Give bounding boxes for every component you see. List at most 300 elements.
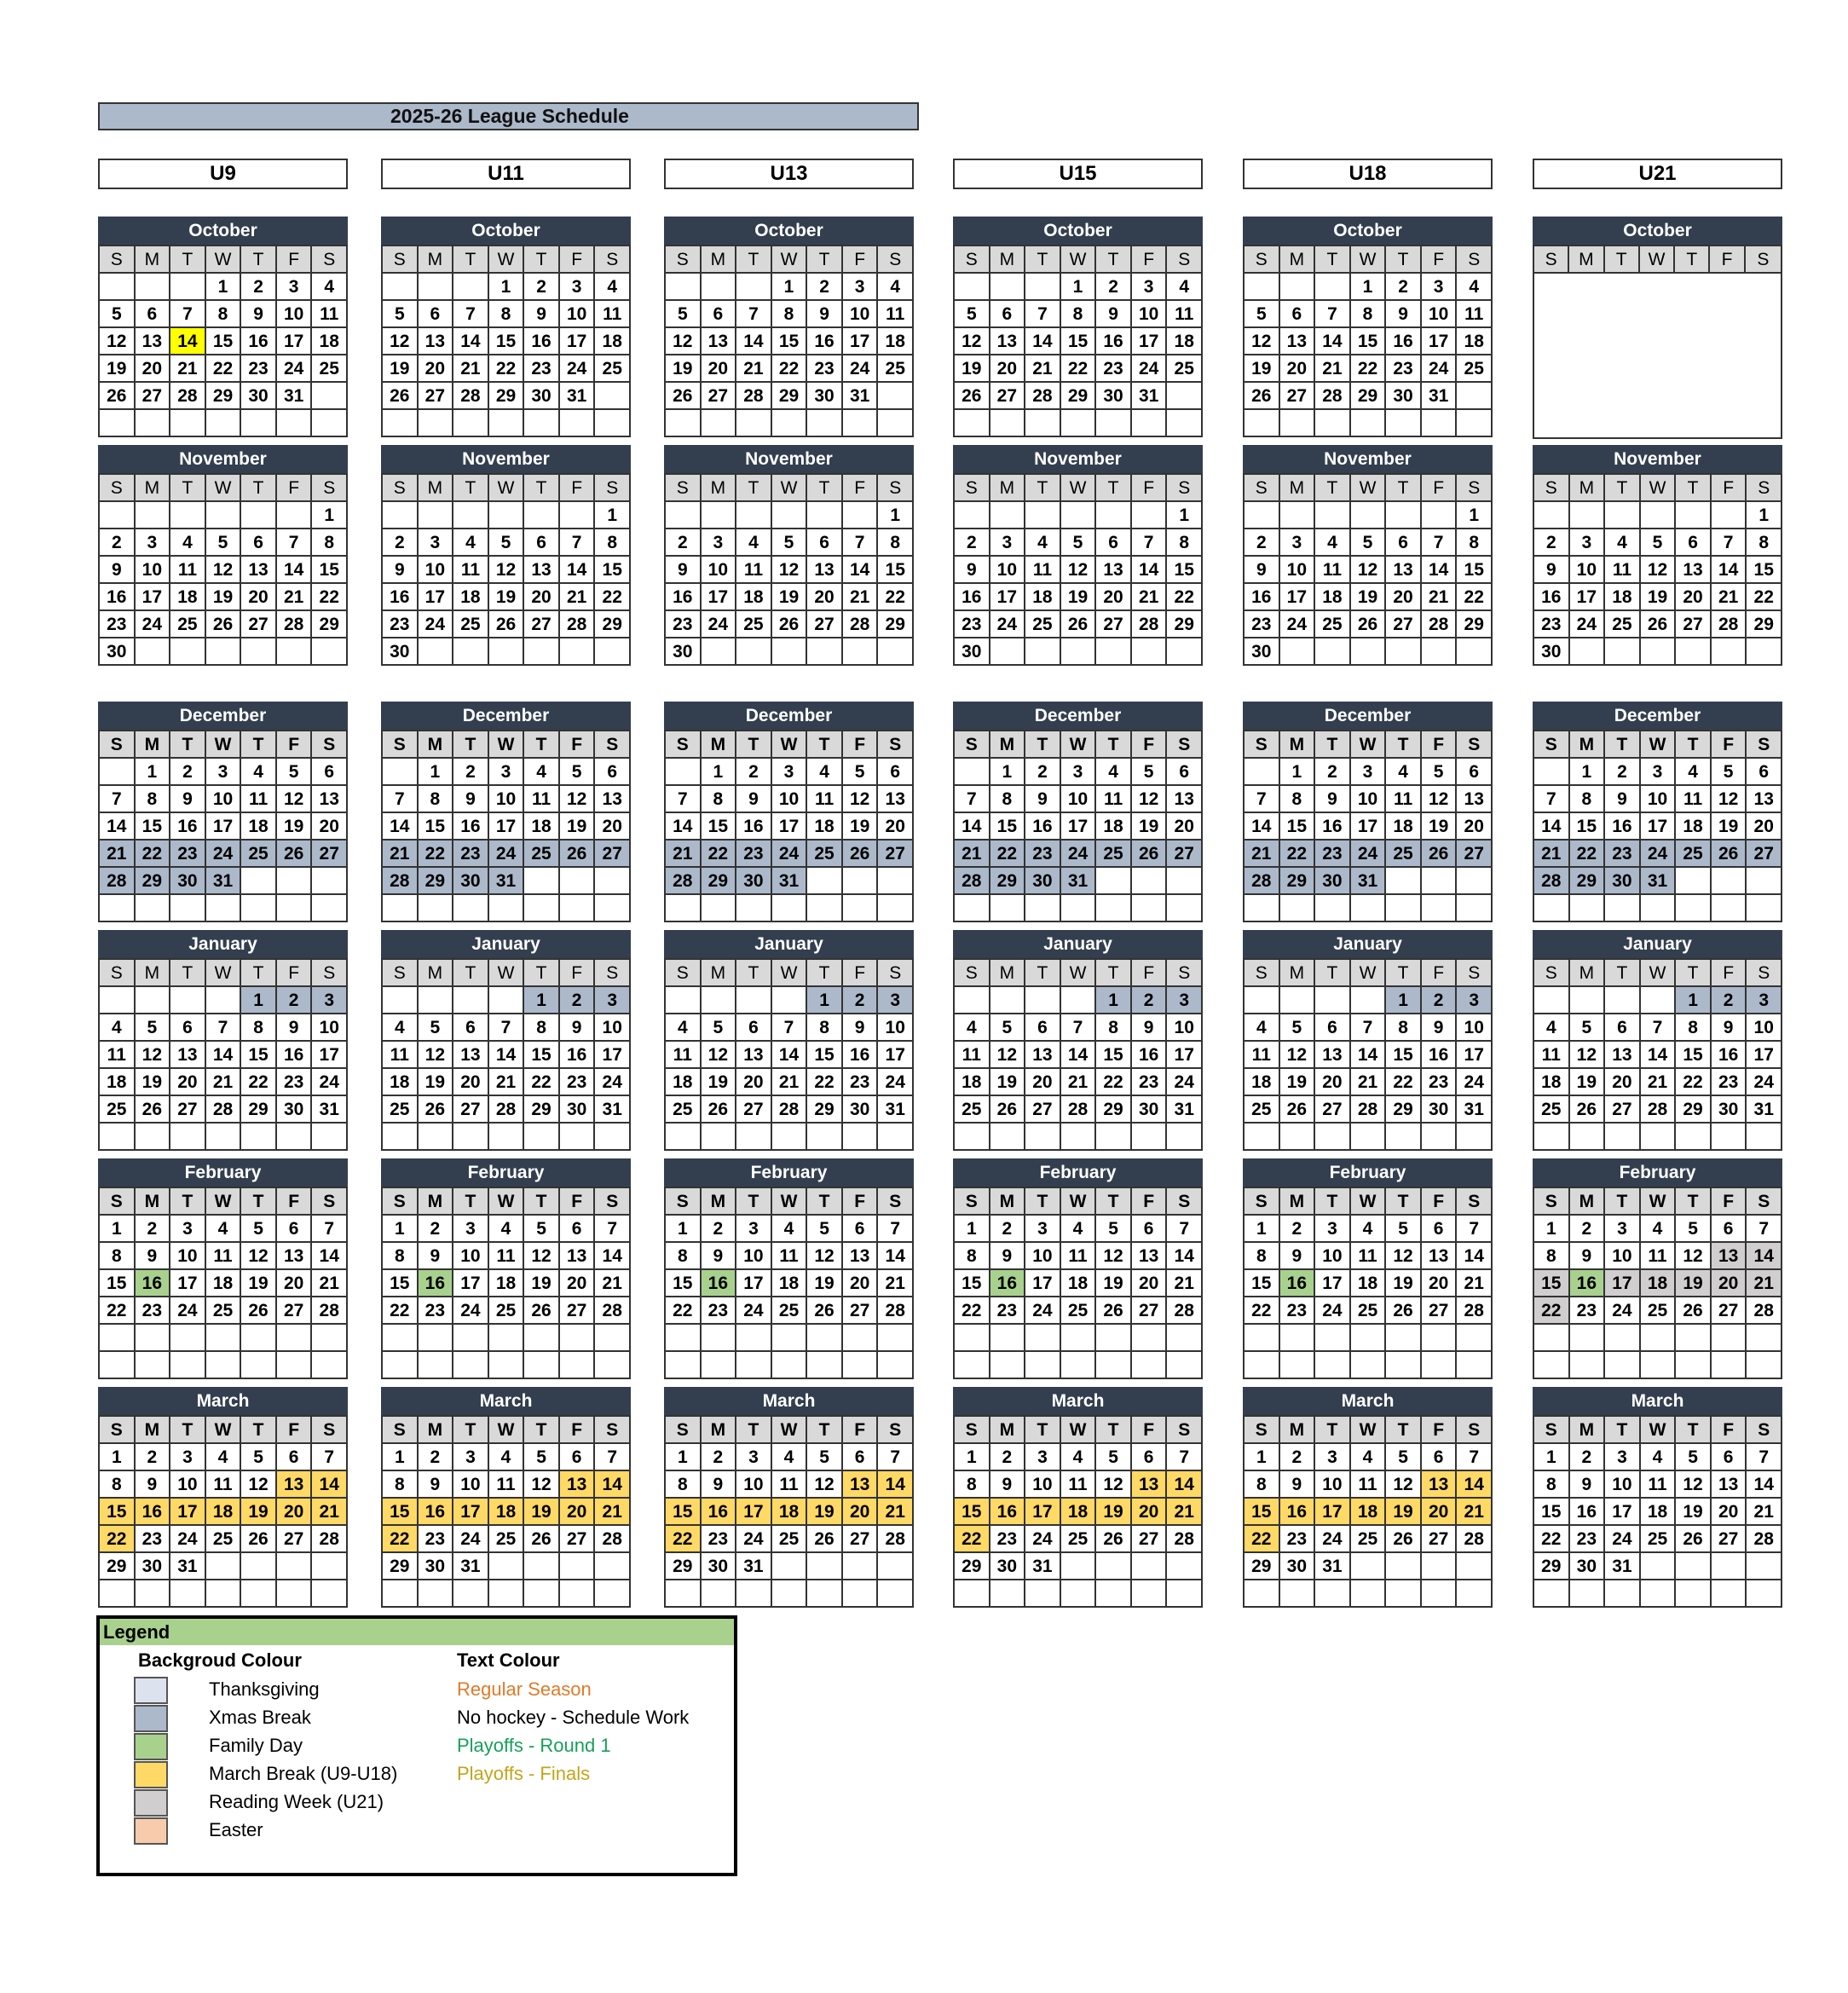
empty-cell [206, 502, 242, 529]
day-cell: 30 [843, 1096, 879, 1124]
day-cell: 21 [1061, 1069, 1097, 1096]
day-cell: 19 [955, 355, 990, 383]
empty-cell [878, 868, 914, 895]
day-cell: 28 [843, 611, 879, 638]
weekday-header: S [312, 1417, 348, 1444]
day-cell: 15 [702, 813, 737, 841]
weekday-header: S [1747, 475, 1782, 502]
weekday-header: S [1534, 1417, 1570, 1444]
weekday-header: F [1712, 1417, 1747, 1444]
empty-cell [1569, 383, 1604, 410]
day-cell: 20 [1422, 1499, 1458, 1526]
day-cell: 27 [277, 1526, 313, 1553]
empty-cell [1245, 987, 1280, 1014]
day-cell: 27 [1132, 1526, 1168, 1553]
day-cell: 28 [1025, 383, 1061, 410]
day-cell: 31 [1641, 868, 1677, 895]
weekday-header: S [955, 960, 990, 987]
weekday-header: T [736, 1188, 772, 1216]
empty-cell [595, 868, 631, 895]
day-cell: 24 [170, 1297, 206, 1325]
month-day-grid [1243, 958, 1493, 1151]
empty-cell [1132, 638, 1168, 666]
day-cell: 15 [666, 1270, 702, 1297]
day-cell: 16 [1245, 584, 1280, 611]
day-cell: 22 [1534, 1526, 1570, 1553]
empty-cell [524, 1580, 560, 1608]
day-cell: 10 [1351, 786, 1387, 813]
day-cell: 11 [1315, 557, 1351, 584]
day-cell: 3 [489, 759, 525, 786]
day-cell: 21 [1457, 1270, 1493, 1297]
month-title: March [1243, 1387, 1493, 1415]
day-cell: 24 [1570, 611, 1606, 638]
day-cell: 24 [736, 1526, 772, 1553]
empty-cell [1457, 638, 1493, 666]
legend-swatch-thanksgiving [134, 1677, 168, 1704]
day-cell: 31 [1422, 383, 1458, 410]
day-cell: 30 [100, 638, 136, 666]
month-title: October [1243, 217, 1493, 245]
empty-cell [383, 759, 419, 786]
day-cell: 21 [1422, 584, 1458, 611]
month-title: November [381, 445, 631, 473]
empty-cell [1534, 895, 1570, 922]
empty-cell [100, 410, 136, 437]
empty-cell [1710, 301, 1745, 328]
day-cell: 26 [843, 841, 879, 868]
empty-cell [1245, 1352, 1280, 1379]
empty-cell [666, 1352, 702, 1379]
weekday-header: W [1641, 1188, 1677, 1216]
day-cell: 5 [807, 1216, 843, 1243]
empty-cell [560, 895, 596, 922]
weekday-header: S [666, 1417, 702, 1444]
day-cell: 11 [1386, 786, 1422, 813]
day-cell: 22 [1570, 841, 1606, 868]
weekday-header: W [206, 1188, 242, 1216]
empty-cell [1280, 987, 1316, 1014]
day-cell: 23 [1570, 1297, 1606, 1325]
month-title: January [664, 930, 914, 958]
day-cell: 25 [955, 1096, 990, 1124]
weekday-header: T [1676, 1417, 1712, 1444]
day-cell: 6 [1025, 1014, 1061, 1042]
day-cell: 6 [560, 1216, 596, 1243]
empty-cell [1245, 502, 1280, 529]
day-cell: 20 [1712, 1499, 1747, 1526]
day-cell: 22 [1351, 355, 1387, 383]
empty-cell [1534, 1352, 1570, 1379]
weekday-header: F [1132, 1417, 1168, 1444]
empty-cell [1605, 355, 1640, 383]
day-cell: 25 [1351, 1297, 1387, 1325]
day-cell: 11 [1641, 1471, 1677, 1499]
month-title: January [381, 930, 631, 958]
empty-cell [170, 1580, 206, 1608]
day-cell: 20 [1132, 1499, 1168, 1526]
empty-cell [1351, 1352, 1387, 1379]
weekday-header: T [453, 1417, 489, 1444]
day-cell: 15 [1676, 1042, 1712, 1069]
weekday-header: T [241, 1188, 277, 1216]
empty-cell [312, 1352, 348, 1379]
weekday-header: T [1676, 731, 1712, 759]
empty-cell [1534, 328, 1569, 355]
empty-cell [1710, 328, 1745, 355]
day-cell: 4 [1641, 1216, 1677, 1243]
day-cell: 1 [383, 1216, 419, 1243]
day-cell: 17 [878, 1042, 914, 1069]
empty-cell [1280, 502, 1316, 529]
day-cell: 20 [736, 1069, 772, 1096]
day-cell: 29 [1747, 611, 1782, 638]
empty-cell [1025, 987, 1061, 1014]
month-title: October [953, 217, 1203, 245]
day-cell: 9 [990, 1243, 1026, 1270]
day-cell: 12 [807, 1471, 843, 1499]
day-cell: 2 [1280, 1216, 1316, 1243]
day-cell: 15 [1245, 1270, 1280, 1297]
weekday-header: M [702, 246, 737, 274]
day-cell: 29 [1676, 1096, 1712, 1124]
empty-cell [241, 895, 277, 922]
day-cell: 17 [1605, 1270, 1641, 1297]
day-cell: 12 [807, 1243, 843, 1270]
weekday-header: T [807, 731, 843, 759]
empty-cell [489, 987, 525, 1014]
day-cell: 4 [955, 1014, 990, 1042]
weekday-header: S [595, 1188, 631, 1216]
empty-cell [277, 410, 313, 437]
weekday-header: T [453, 1188, 489, 1216]
empty-cell [1534, 502, 1570, 529]
weekday-header: T [1096, 475, 1132, 502]
day-cell: 21 [666, 841, 702, 868]
month-day-grid [953, 730, 1203, 922]
day-cell: 30 [1712, 1096, 1747, 1124]
empty-cell [1675, 301, 1710, 328]
empty-cell [241, 868, 277, 895]
day-cell: 12 [1641, 557, 1677, 584]
empty-cell [1422, 410, 1458, 437]
day-cell: 9 [1422, 1014, 1458, 1042]
day-cell: 9 [1570, 1243, 1606, 1270]
weekday-header: W [772, 731, 808, 759]
day-cell: 20 [277, 1499, 313, 1526]
weekday-header: S [595, 475, 631, 502]
empty-cell [1534, 1580, 1570, 1608]
day-cell: 30 [524, 383, 560, 410]
day-cell: 8 [383, 1243, 419, 1270]
day-cell: 10 [489, 786, 525, 813]
day-cell: 28 [560, 611, 596, 638]
day-cell: 2 [990, 1216, 1026, 1243]
day-cell: 27 [1280, 383, 1316, 410]
weekday-header: W [206, 731, 242, 759]
day-cell: 4 [1457, 274, 1493, 301]
day-cell: 1 [990, 759, 1026, 786]
day-cell: 26 [560, 841, 596, 868]
weekday-header: M [702, 1417, 737, 1444]
day-cell: 20 [843, 1499, 879, 1526]
day-cell: 24 [736, 1297, 772, 1325]
day-cell: 13 [1712, 1471, 1747, 1499]
day-cell: 27 [170, 1096, 206, 1124]
empty-cell [1315, 410, 1351, 437]
day-cell: 28 [1167, 1297, 1203, 1325]
day-cell: 9 [100, 557, 136, 584]
empty-cell [1641, 1580, 1677, 1608]
day-cell: 29 [1457, 611, 1493, 638]
day-cell: 18 [489, 1499, 525, 1526]
day-cell: 14 [1422, 557, 1458, 584]
day-cell: 19 [1676, 1499, 1712, 1526]
day-cell: 15 [312, 557, 348, 584]
day-cell: 24 [453, 1297, 489, 1325]
empty-cell [277, 1553, 313, 1580]
month-day-grid [98, 1415, 348, 1608]
empty-cell [1315, 1352, 1351, 1379]
day-cell: 1 [1167, 502, 1203, 529]
day-cell: 18 [453, 584, 489, 611]
month-day-grid [664, 473, 914, 666]
empty-cell [136, 502, 171, 529]
day-cell: 11 [453, 557, 489, 584]
empty-cell [955, 759, 990, 786]
empty-cell [772, 987, 808, 1014]
empty-cell [419, 1325, 454, 1352]
weekday-header: S [1167, 246, 1203, 274]
day-cell: 29 [383, 1553, 419, 1580]
day-cell: 26 [524, 1526, 560, 1553]
day-cell: 24 [1605, 1526, 1641, 1553]
day-cell: 13 [1132, 1471, 1168, 1499]
day-cell: 27 [736, 1096, 772, 1124]
weekday-header: S [1245, 246, 1280, 274]
weekday-header: T [1676, 960, 1712, 987]
day-cell: 13 [807, 557, 843, 584]
day-cell: 26 [1245, 383, 1280, 410]
day-cell: 20 [312, 813, 348, 841]
day-cell: 29 [1570, 868, 1606, 895]
day-cell: 21 [1712, 584, 1747, 611]
empty-cell [524, 1124, 560, 1151]
day-cell: 31 [843, 383, 879, 410]
day-cell: 16 [1534, 584, 1570, 611]
day-cell: 28 [772, 1096, 808, 1124]
weekday-header: S [878, 1188, 914, 1216]
day-cell: 1 [1061, 274, 1097, 301]
empty-cell [453, 1124, 489, 1151]
day-cell: 21 [595, 1270, 631, 1297]
day-cell: 17 [595, 1042, 631, 1069]
month-day-grid [1533, 958, 1782, 1151]
day-cell: 9 [1386, 301, 1422, 328]
weekday-header: S [1457, 1417, 1493, 1444]
day-cell: 2 [1422, 987, 1458, 1014]
weekday-header: M [1570, 731, 1606, 759]
day-cell: 13 [1025, 1042, 1061, 1069]
day-cell: 6 [170, 1014, 206, 1042]
empty-cell [843, 868, 879, 895]
day-cell: 28 [489, 1096, 525, 1124]
day-cell: 8 [595, 529, 631, 557]
day-cell: 13 [1712, 1243, 1747, 1270]
month-u18-october [1243, 217, 1493, 437]
day-cell: 22 [1280, 841, 1316, 868]
day-cell: 3 [136, 529, 171, 557]
day-cell: 30 [383, 638, 419, 666]
day-cell: 27 [560, 1526, 596, 1553]
day-cell: 16 [1712, 1042, 1747, 1069]
weekday-header: T [524, 1417, 560, 1444]
weekday-header: M [1280, 731, 1316, 759]
day-cell: 9 [170, 786, 206, 813]
weekday-header: W [772, 1188, 808, 1216]
day-cell: 4 [595, 274, 631, 301]
day-cell: 31 [1132, 383, 1168, 410]
empty-cell [1132, 1325, 1168, 1352]
day-cell: 30 [702, 1553, 737, 1580]
legend-text-no-hockey: No hockey - Schedule Work [457, 1707, 690, 1728]
day-cell: 26 [807, 1297, 843, 1325]
weekday-header: T [1675, 246, 1710, 274]
day-cell: 31 [1167, 1096, 1203, 1124]
empty-cell [312, 410, 348, 437]
day-cell: 28 [1422, 611, 1458, 638]
empty-cell [1570, 502, 1606, 529]
empty-cell [1351, 1580, 1387, 1608]
day-cell: 22 [383, 1526, 419, 1553]
month-day-grid [98, 473, 348, 666]
day-cell: 21 [453, 355, 489, 383]
day-cell: 12 [241, 1471, 277, 1499]
day-cell: 30 [1422, 1096, 1458, 1124]
day-cell: 20 [1422, 1270, 1458, 1297]
month-day-grid [98, 958, 348, 1151]
weekday-header: M [136, 246, 171, 274]
day-cell: 1 [1351, 274, 1387, 301]
empty-cell [595, 383, 631, 410]
empty-cell [772, 1352, 808, 1379]
day-cell: 6 [1747, 759, 1782, 786]
empty-cell [1712, 1352, 1747, 1379]
weekday-header: T [453, 960, 489, 987]
day-cell: 23 [100, 611, 136, 638]
day-cell: 21 [1351, 1069, 1387, 1096]
empty-cell [955, 1124, 990, 1151]
empty-cell [1457, 868, 1493, 895]
empty-cell [1605, 1352, 1641, 1379]
empty-cell [1534, 987, 1570, 1014]
day-cell: 30 [1570, 1553, 1606, 1580]
month-day-grid [98, 245, 348, 437]
weekday-header: T [241, 1417, 277, 1444]
empty-cell [1351, 1553, 1387, 1580]
day-cell: 2 [807, 274, 843, 301]
day-cell: 14 [1457, 1243, 1493, 1270]
empty-cell [1534, 759, 1570, 786]
day-cell: 5 [1096, 1444, 1132, 1471]
day-cell: 4 [312, 274, 348, 301]
weekday-header: T [524, 246, 560, 274]
weekday-header: W [1351, 960, 1387, 987]
weekday-header: T [170, 246, 206, 274]
empty-cell [136, 410, 171, 437]
day-cell: 25 [1315, 611, 1351, 638]
empty-cell [878, 895, 914, 922]
empty-cell [453, 410, 489, 437]
weekday-header: S [595, 731, 631, 759]
weekday-header: S [1747, 960, 1782, 987]
day-cell: 16 [1280, 1270, 1316, 1297]
empty-cell [383, 502, 419, 529]
day-cell: 25 [772, 1526, 808, 1553]
weekday-header: S [1534, 246, 1569, 274]
weekday-header: W [1061, 246, 1097, 274]
day-cell: 20 [702, 355, 737, 383]
day-cell: 10 [1025, 1243, 1061, 1270]
day-cell: 23 [1570, 1526, 1606, 1553]
empty-cell [1096, 1580, 1132, 1608]
empty-cell [206, 1124, 242, 1151]
empty-cell [878, 1325, 914, 1352]
weekday-header: F [277, 960, 313, 987]
weekday-header: S [1457, 475, 1493, 502]
empty-cell [1457, 1124, 1493, 1151]
empty-cell [1025, 1325, 1061, 1352]
empty-cell [990, 502, 1026, 529]
empty-cell [560, 1352, 596, 1379]
month-u15-january [953, 930, 1203, 1151]
weekday-header: S [1167, 1188, 1203, 1216]
day-cell: 24 [489, 841, 525, 868]
weekday-header: F [1712, 731, 1747, 759]
month-title: February [953, 1158, 1203, 1187]
day-cell: 5 [1676, 1216, 1712, 1243]
day-cell: 5 [100, 301, 136, 328]
day-cell: 4 [524, 759, 560, 786]
day-cell: 15 [990, 813, 1026, 841]
day-cell: 10 [1061, 786, 1097, 813]
empty-cell [1641, 1124, 1677, 1151]
month-day-grid [953, 958, 1203, 1151]
day-cell: 24 [560, 355, 596, 383]
day-cell: 8 [1280, 786, 1316, 813]
day-cell: 23 [1245, 611, 1280, 638]
day-cell: 18 [489, 1270, 525, 1297]
day-cell: 1 [955, 1444, 990, 1471]
day-cell: 2 [524, 274, 560, 301]
empty-cell [702, 274, 737, 301]
day-cell: 27 [1457, 841, 1493, 868]
day-cell: 7 [1641, 1014, 1677, 1042]
empty-cell [1315, 1580, 1351, 1608]
day-cell: 18 [1534, 1069, 1570, 1096]
day-cell: 25 [241, 841, 277, 868]
month-title: February [664, 1158, 914, 1187]
day-cell: 10 [1167, 1014, 1203, 1042]
weekday-header: S [1245, 731, 1280, 759]
day-cell: 2 [453, 759, 489, 786]
day-cell: 19 [1676, 1270, 1712, 1297]
empty-cell [170, 1325, 206, 1352]
empty-cell [1422, 1325, 1458, 1352]
day-cell: 31 [878, 1096, 914, 1124]
month-u9-january [98, 930, 348, 1151]
empty-cell [1675, 274, 1710, 301]
